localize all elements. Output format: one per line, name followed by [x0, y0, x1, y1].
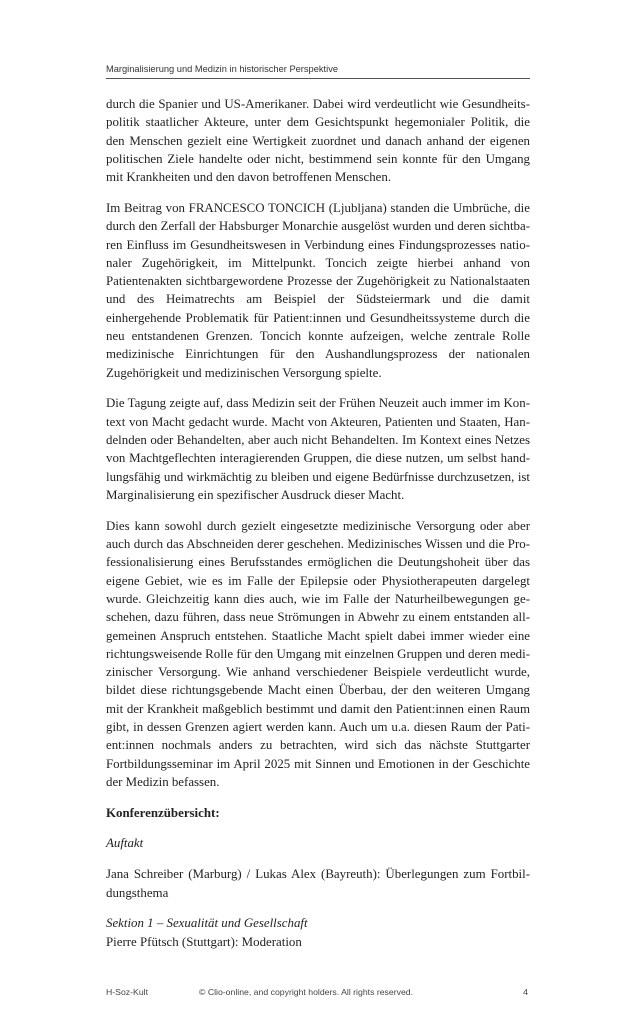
- body-text: [106, 95, 530, 963]
- page-footer: [106, 963, 530, 998]
- conference-overview-heading: Konferenzübersicht:: [106, 805, 220, 820]
- footer-copyright: © Clio-online, and copyright holders. All rights reserved.: [199, 987, 414, 998]
- paragraph: Im Beitrag von FRANCESCO TONCICH (Ljubljana) standen die Umbrüche, die durch den Zerfall der Habsburger Monarchie ausgelöst wurden und deren sichtbaren Einfluss im Gesundheitswesen in Verbindung eines Findungsprozesses nationaler Zugehörigkeit, im Mittelpunkt. Toncich zeigte hierbei anhand von Patientenakten sichtbargewordene Prozesse der Zugehörigkeit zu Nationalstaaten und des Heimatrechts am Beispiel der Südsteiermark und die damit einhergehende Problematik für Patient:innen und Gesundheitssysteme durch die neu entstandenen Grenzen. Toncich konnte aufzeigen, welche zentrale Rolle medizinische Einrichtungen für den Aushandlungsprozess der nationalen Zugehörigkeit und medizinischen Versorgung spielte.: [106, 200, 530, 380]
- paragraph: durch die Spanier und US-Amerikaner. Dabei wird verdeutlicht wie Gesundheitspolitik staatlicher Akteure, unter dem Gesichtspunkt hegemonialer Politik, die den Menschen gezielt eine Wertigkeit zuordnet und danach anhand der eigenen politischen Ziele handelte oder nicht, bestimmend sein konnte für den Umgang mit Krankheiten und den davon betroffenen Menschen.: [106, 97, 530, 185]
- section-1-title: Sektion 1 – Sexualität und Gesellschaft: [106, 916, 308, 931]
- opening-label: Auftakt: [106, 836, 144, 851]
- section-1-moderation: Pierre Pfütsch (Stuttgart): Moderation: [106, 934, 302, 949]
- paragraph: Die Tagung zeigte auf, dass Medizin seit der Frühen Neuzeit auch immer im Kontext von Macht gedacht wurde. Macht von Akteuren, Patienten und Staaten, Handelnden oder Behandelten, aber auch nicht Behandelten. Im Kontext eines Netzes von Machtgeflechten interagierenden Gruppen, die diese nutzen, um selbst handlungsfähig und wirkmächtig zu bleiben und eigene Bedürfnisse durchzusetzen, ist Marginalisierung ein spezifischer Ausdruck dieser Macht.: [106, 396, 530, 502]
- page-number: 4: [523, 987, 528, 998]
- paragraph: Dies kann sowohl durch gezielt eingesetzte medizinische Versorgung oder aber auch durch das Abschneiden derer geschehen. Medizinisches Wissen und die Professionalisierung eines Berufsstandes ermöglichen die Deutungshoheit über das eigene Gebiet, wie es im Falle der Epilepsie oder Physiotherapeuten dargelegt wurde. Gleichzeitig kann dies auch, wie im Falle der Naturheilbewegungen geschehen, dazu führen, dass neue Strömungen in Abwehr zu einem entstanden allgemeinen Anspruch entstehen. Staatliche Macht spielt dabei immer wieder eine richtungsweisende Rolle für den Umgang mit einzelnen Gruppen und deren medizinischer Versorgung. Wie anhand verschiedener Beispiele verdeutlicht wurde, bildet diese richtungsgebende Macht einen Überbau, der den weiteren Umgang mit der Krankheit maßgeblich bestimmt und damit den Patient:innen einen Raum gibt, in dessen Grenzen agiert werden kann. Auch um u.a. diesen Raum der Patient:innen nochmals anders zu betrachten, wird sich das nächste Stuttgarter Fortbildungsseminar im April 2025 mit Sinnen und Emotionen in der Geschichte der Medizin befassen.: [106, 518, 530, 789]
- opening-talk: Jana Schreiber (Marburg) / Lukas Alex (Bayreuth): Überlegungen zum Fortbildungsthema: [106, 867, 530, 900]
- footer-publisher: H-Soz-Kult: [106, 987, 148, 998]
- running-header: Marginalisierung und Medizin in historischer Perspektive: [106, 64, 530, 79]
